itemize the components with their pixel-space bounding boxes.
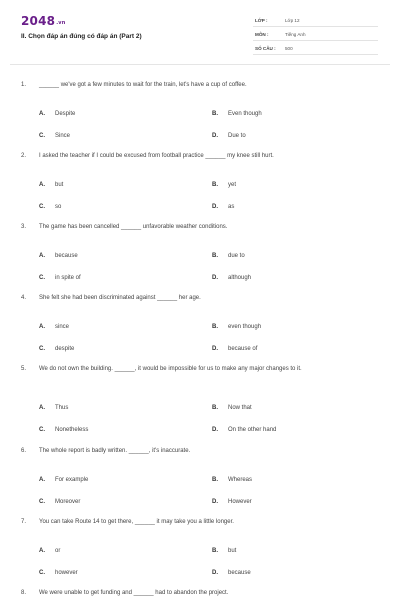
worksheet-header bbox=[0, 0, 400, 64]
question-row bbox=[0, 517, 400, 527]
option-letter: D. bbox=[212, 275, 218, 281]
logo-suffix: .vn bbox=[56, 20, 66, 26]
header-divider bbox=[10, 64, 390, 65]
option-letter: D. bbox=[212, 204, 218, 210]
option-text: Moreover bbox=[55, 499, 81, 505]
option-letter: B. bbox=[212, 111, 218, 117]
meta-row-class bbox=[253, 14, 378, 27]
answer-option[interactable] bbox=[212, 273, 251, 283]
option-letter: B. bbox=[212, 182, 218, 188]
answer-options bbox=[0, 303, 400, 352]
answer-option[interactable] bbox=[39, 568, 78, 578]
answer-option[interactable] bbox=[39, 131, 70, 141]
answer-option[interactable] bbox=[39, 475, 88, 485]
answer-option[interactable] bbox=[212, 497, 252, 507]
meta-value: Lớp 12 bbox=[285, 18, 300, 23]
option-text: but bbox=[228, 548, 237, 554]
option-letter: C. bbox=[39, 499, 45, 505]
option-text: Nonetheless bbox=[55, 427, 89, 433]
section-title: II. Chọn đáp án đúng có đáp án (Part 2) bbox=[21, 33, 142, 40]
question-text: The whole report is badly written. ______, it's inaccurate. bbox=[39, 448, 191, 454]
question-text: She felt she had been discriminated against ______ her age. bbox=[39, 295, 201, 301]
answer-option[interactable] bbox=[212, 322, 261, 332]
question-number: 6. bbox=[21, 448, 27, 454]
option-text: despite bbox=[55, 346, 75, 352]
option-letter: B. bbox=[212, 253, 218, 259]
answer-option[interactable] bbox=[39, 344, 74, 354]
question-row bbox=[0, 588, 400, 598]
question-item bbox=[0, 80, 400, 151]
question-text: We were unable to get funding and ______ had to abandon the project. bbox=[39, 590, 229, 596]
answer-options bbox=[0, 161, 400, 210]
option-text: in spite of bbox=[55, 275, 81, 281]
option-letter: C. bbox=[39, 133, 45, 139]
question-number: 5. bbox=[21, 366, 27, 372]
answer-option[interactable] bbox=[212, 568, 251, 578]
option-letter: C. bbox=[39, 204, 45, 210]
option-text: or bbox=[55, 548, 61, 554]
question-text: ______ we've got a few minutes to wait for the train, let's have a cup of coffee. bbox=[39, 82, 247, 88]
logo-text: 2048 bbox=[21, 14, 56, 28]
option-text: although bbox=[228, 275, 252, 281]
answer-option[interactable] bbox=[39, 251, 78, 261]
option-letter: D. bbox=[212, 427, 218, 433]
question-row bbox=[0, 80, 400, 90]
option-text: yet bbox=[228, 182, 237, 188]
option-letter: C. bbox=[39, 346, 45, 352]
option-text: even though bbox=[228, 324, 262, 330]
option-letter: D. bbox=[212, 570, 218, 576]
question-text: You can take Route 14 to get there, ______ it may take you a little longer. bbox=[39, 519, 234, 525]
answer-option[interactable] bbox=[39, 425, 88, 435]
question-item bbox=[0, 293, 400, 364]
meta-label: LỚP : bbox=[255, 18, 268, 23]
answer-option[interactable] bbox=[212, 251, 245, 261]
option-text: Now that bbox=[228, 405, 252, 411]
question-number: 7. bbox=[21, 519, 27, 525]
answer-option[interactable] bbox=[39, 109, 75, 119]
question-text: The game has been cancelled ______ unfavorable weather conditions. bbox=[39, 224, 228, 230]
option-letter: A. bbox=[39, 253, 45, 259]
question-text: We do not own the building. ______, it would be impossible for us to make any major changes to it. bbox=[39, 366, 302, 372]
option-text: Due to bbox=[228, 133, 246, 139]
question-item bbox=[0, 364, 400, 446]
option-letter: C. bbox=[39, 275, 45, 281]
question-row bbox=[0, 151, 400, 161]
answer-option[interactable] bbox=[212, 546, 236, 556]
answer-option[interactable] bbox=[212, 180, 236, 190]
option-letter: B. bbox=[212, 405, 218, 411]
question-number: 4. bbox=[21, 295, 27, 301]
question-list bbox=[0, 80, 400, 600]
meta-label: MÔN : bbox=[255, 32, 269, 37]
option-text: However bbox=[228, 499, 252, 505]
option-letter: B. bbox=[212, 477, 218, 483]
option-letter: A. bbox=[39, 477, 45, 483]
answer-options bbox=[0, 232, 400, 281]
option-text: due to bbox=[228, 253, 245, 259]
option-text: as bbox=[228, 204, 235, 210]
question-number: 3. bbox=[21, 224, 27, 230]
answer-option[interactable] bbox=[212, 202, 234, 212]
answer-option[interactable] bbox=[212, 425, 276, 435]
answer-option[interactable] bbox=[39, 497, 80, 507]
option-text: Even though bbox=[228, 111, 262, 117]
answer-option[interactable] bbox=[39, 322, 69, 332]
question-number: 1. bbox=[21, 82, 27, 88]
answer-option[interactable] bbox=[39, 546, 60, 556]
question-item bbox=[0, 588, 400, 600]
option-text: so bbox=[55, 204, 62, 210]
option-text: Since bbox=[55, 133, 71, 139]
option-letter: D. bbox=[212, 133, 218, 139]
question-item bbox=[0, 222, 400, 293]
option-text: On the other hand bbox=[228, 427, 277, 433]
question-row bbox=[0, 293, 400, 303]
question-item bbox=[0, 151, 400, 222]
option-text: since bbox=[55, 324, 70, 330]
meta-value: Tiếng Anh bbox=[285, 32, 306, 37]
meta-value: 500 bbox=[285, 46, 293, 51]
meta-row-subject bbox=[253, 28, 378, 41]
option-text: Despite bbox=[55, 111, 76, 117]
answer-option[interactable] bbox=[39, 273, 81, 283]
option-text: because of bbox=[228, 346, 258, 352]
answer-option[interactable] bbox=[212, 403, 252, 413]
option-letter: A. bbox=[39, 548, 45, 554]
question-number: 2. bbox=[21, 153, 27, 159]
answer-option[interactable] bbox=[39, 202, 61, 212]
question-text: I asked the teacher if I could be excused from football practice ______ my knee still hurt. bbox=[39, 153, 274, 159]
question-number: 8. bbox=[21, 590, 27, 596]
answer-option[interactable] bbox=[212, 131, 246, 141]
answer-options bbox=[0, 384, 400, 433]
option-letter: A. bbox=[39, 182, 45, 188]
option-text: but bbox=[55, 182, 64, 188]
option-letter: C. bbox=[39, 427, 45, 433]
question-item bbox=[0, 446, 400, 517]
option-text: Thus bbox=[55, 405, 69, 411]
answer-option[interactable] bbox=[212, 109, 262, 119]
answer-option[interactable] bbox=[212, 344, 257, 354]
answer-option[interactable] bbox=[39, 403, 68, 413]
option-letter: A. bbox=[39, 111, 45, 117]
option-letter: A. bbox=[39, 324, 45, 330]
meta-label: SỐ CÂU : bbox=[255, 46, 276, 51]
option-letter: B. bbox=[212, 548, 218, 554]
answer-option[interactable] bbox=[39, 180, 63, 190]
option-text: For example bbox=[55, 477, 89, 483]
question-row bbox=[0, 222, 400, 232]
question-row bbox=[0, 446, 400, 456]
option-text: Whereas bbox=[228, 477, 253, 483]
answer-options bbox=[0, 456, 400, 505]
option-letter: D. bbox=[212, 499, 218, 505]
option-text: however bbox=[55, 570, 78, 576]
option-letter: B. bbox=[212, 324, 218, 330]
question-row bbox=[0, 364, 400, 374]
question-item bbox=[0, 517, 400, 588]
option-letter: C. bbox=[39, 570, 45, 576]
answer-options bbox=[0, 527, 400, 576]
option-text: because bbox=[55, 253, 78, 259]
option-letter: A. bbox=[39, 405, 45, 411]
option-text: because bbox=[228, 570, 251, 576]
meta-row-question-count bbox=[253, 42, 378, 55]
answer-options bbox=[0, 90, 400, 139]
answer-option[interactable] bbox=[212, 475, 252, 485]
option-letter: D. bbox=[212, 346, 218, 352]
site-logo[interactable] bbox=[21, 14, 66, 28]
